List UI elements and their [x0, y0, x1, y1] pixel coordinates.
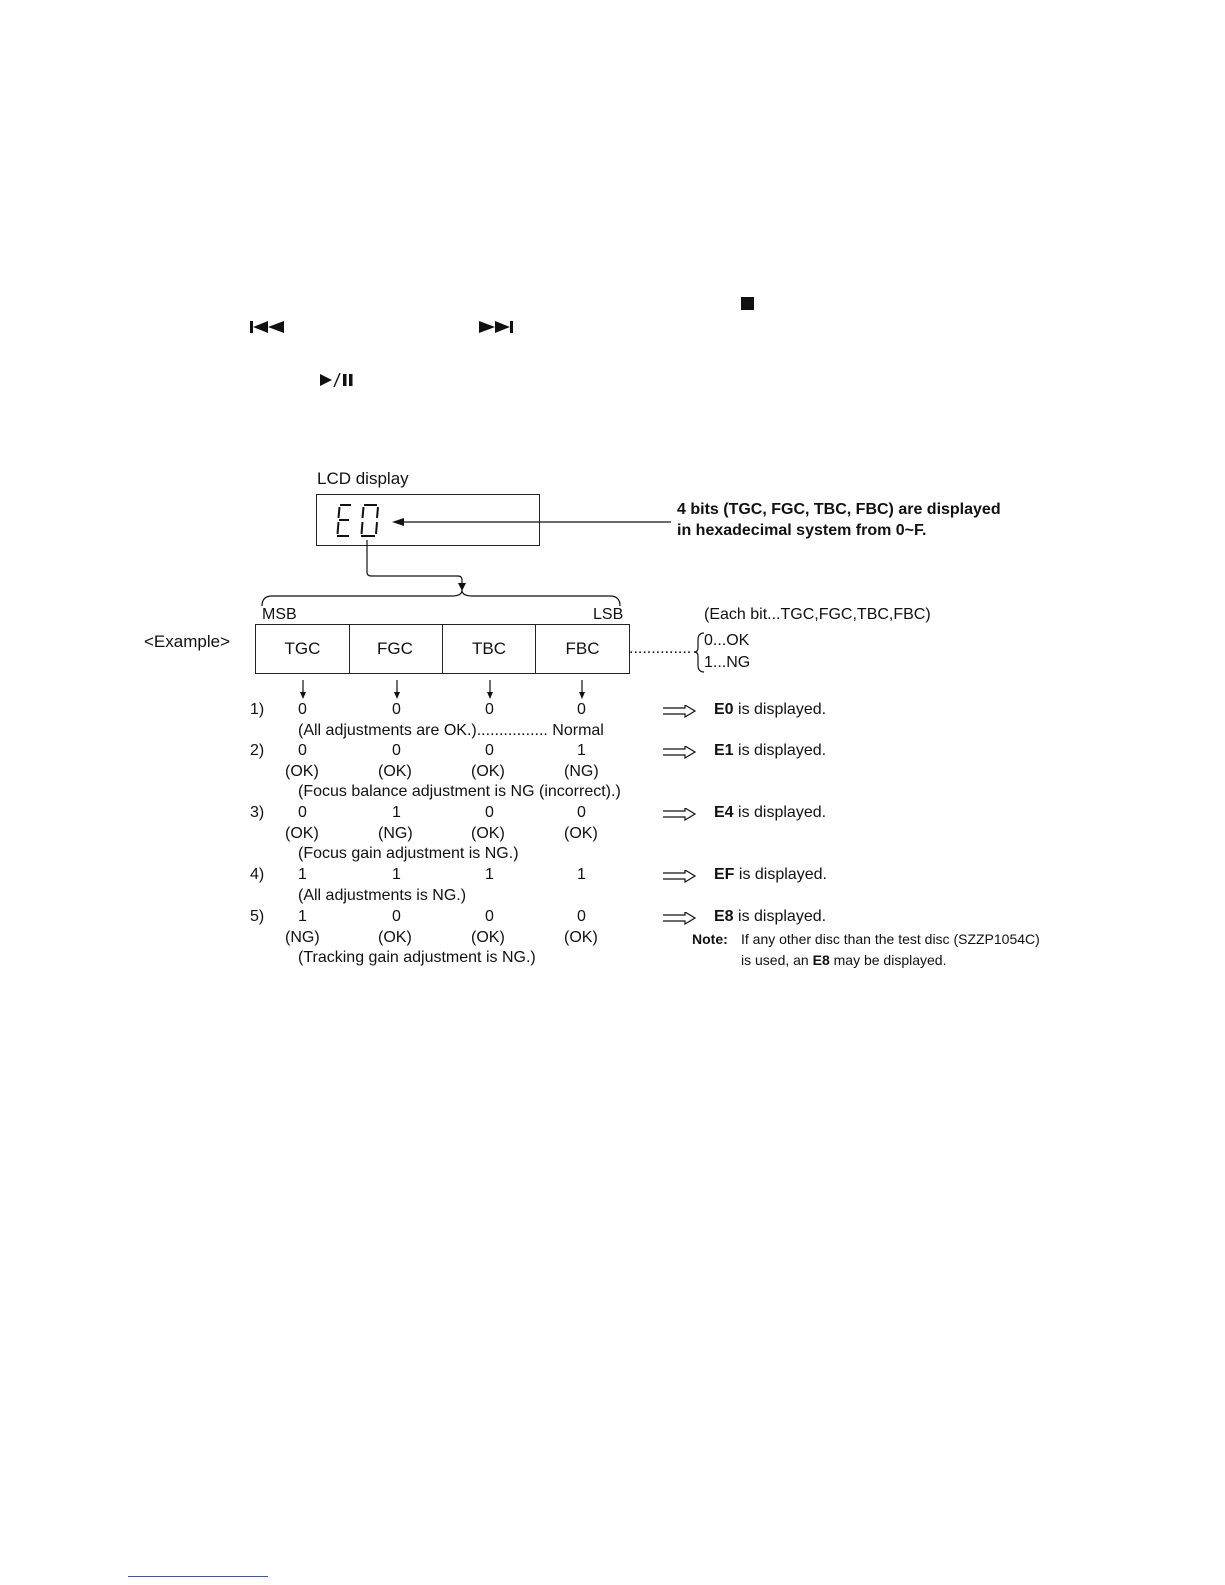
footnote-line2-pre: is used, an: [741, 952, 813, 968]
example-2-bit-tgc: 0: [298, 742, 307, 759]
example-2-status-fbc: (NG): [564, 763, 599, 780]
example-2-bit-fbc: 1: [577, 742, 586, 759]
legend-ng: 1...NG: [704, 654, 751, 671]
example-4-bit-tbc: 1: [485, 866, 494, 883]
example-5-code: E8: [714, 908, 734, 925]
example-1-bit-fgc: 0: [392, 701, 401, 718]
footnote-line1: If any other disc than the test disc (SZZP1054C): [741, 931, 1040, 947]
legend-title: (Each bit...TGC,FGC,TBC,FBC): [704, 606, 931, 623]
example-5-bit-fgc: 0: [392, 908, 401, 925]
example-1-suffix: is displayed.: [733, 701, 827, 718]
bit-cell-fbc: FBC: [535, 624, 630, 674]
example-5-bit-tbc: 0: [485, 908, 494, 925]
example-5-status-tbc: (OK): [471, 929, 505, 946]
legend-ok: 0...OK: [704, 632, 750, 649]
example-2-number: 2): [250, 742, 265, 759]
bit-cell-fgc: FGC: [348, 624, 443, 674]
example-5-status-fgc: (OK): [378, 929, 412, 946]
example-3-bit-fbc: 0: [577, 804, 586, 821]
example-4-note: (All adjustments is NG.): [298, 887, 467, 904]
footnote-code: E8: [812, 952, 830, 968]
example-5-note: (Tracking gain adjustment is NG.): [298, 949, 536, 966]
example-2-status-tbc: (OK): [471, 763, 505, 780]
footnote-line2-post: may be displayed.: [829, 952, 947, 968]
bit-cell-tgc: TGC: [255, 624, 350, 674]
lcd-annotation-line1: 4 bits (TGC, FGC, TBC, FBC) are displayed: [677, 501, 1001, 518]
example-3-number: 3): [250, 804, 265, 821]
example-4-code: EF: [714, 866, 735, 883]
lcd-annotation-line2: in hexadecimal system from 0~F.: [677, 522, 927, 539]
example-5-status-tgc: (NG): [285, 929, 320, 946]
example-2-status-fgc: (OK): [378, 763, 412, 780]
example-3-status-fbc: (OK): [564, 825, 598, 842]
example-1-arrow-icon: [663, 705, 697, 718]
example-4-bit-fgc: 1: [392, 866, 401, 883]
msb-label: MSB: [262, 606, 297, 623]
example-2-code: E1: [714, 742, 734, 759]
lsb-label: LSB: [593, 606, 624, 623]
footnote-label: Note:: [692, 931, 728, 947]
example-4-bit-tgc: 1: [298, 866, 307, 883]
legend-leader: ..............: [629, 640, 692, 657]
example-4-bit-fbc: 1: [577, 866, 586, 883]
example-2-result: [714, 742, 826, 760]
example-2-bit-fgc: 0: [392, 742, 401, 759]
lcd-display-label: LCD display: [317, 469, 409, 488]
example-4-arrow-icon: [663, 870, 697, 883]
example-1-result: [714, 701, 826, 719]
example-5-arrow-icon: [663, 912, 697, 925]
example-3-status-fgc: (NG): [378, 825, 413, 842]
example-2-note: (Focus balance adjustment is NG (incorrect).): [298, 783, 621, 800]
example-1-number: 1): [250, 701, 265, 718]
example-1-bit-tgc: 0: [298, 701, 307, 718]
example-3-arrow-icon: [663, 808, 697, 821]
example-3-code: E4: [714, 804, 734, 821]
example-3-bit-fgc: 1: [392, 804, 401, 821]
bottom-rule: [128, 1576, 268, 1577]
example-1-note: (All adjustments are OK.)................ Normal: [298, 722, 604, 739]
example-3-bit-tbc: 0: [485, 804, 494, 821]
example-3-suffix: is displayed.: [733, 804, 827, 821]
example-3-bit-tgc: 0: [298, 804, 307, 821]
bit-cell-tbc: TBC: [442, 624, 536, 674]
example-2-status-tgc: (OK): [285, 763, 319, 780]
example-2-arrow-icon: [663, 746, 697, 759]
example-4-number: 4): [250, 866, 265, 883]
footnote-line2: [741, 952, 946, 968]
example-2-suffix: is displayed.: [733, 742, 827, 759]
example-5-bit-tgc: 1: [298, 908, 307, 925]
example-3-status-tbc: (OK): [471, 825, 505, 842]
example-4-suffix: is displayed.: [734, 866, 827, 883]
example-3-note: (Focus gain adjustment is NG.): [298, 845, 519, 862]
example-3-status-tgc: (OK): [285, 825, 319, 842]
example-1-code: E0: [714, 701, 734, 718]
example-5-result: [714, 908, 826, 926]
example-3-result: [714, 804, 826, 822]
example-1-bit-tbc: 0: [485, 701, 494, 718]
example-5-number: 5): [250, 908, 265, 925]
example-1-bit-fbc: 0: [577, 701, 586, 718]
example-5-bit-fbc: 0: [577, 908, 586, 925]
example-2-bit-tbc: 0: [485, 742, 494, 759]
diagram-connectors: [0, 0, 1225, 700]
example-5-status-fbc: (OK): [564, 929, 598, 946]
example-4-result: [714, 866, 827, 884]
example-5-suffix: is displayed.: [733, 908, 827, 925]
example-label: <Example>: [144, 632, 230, 651]
